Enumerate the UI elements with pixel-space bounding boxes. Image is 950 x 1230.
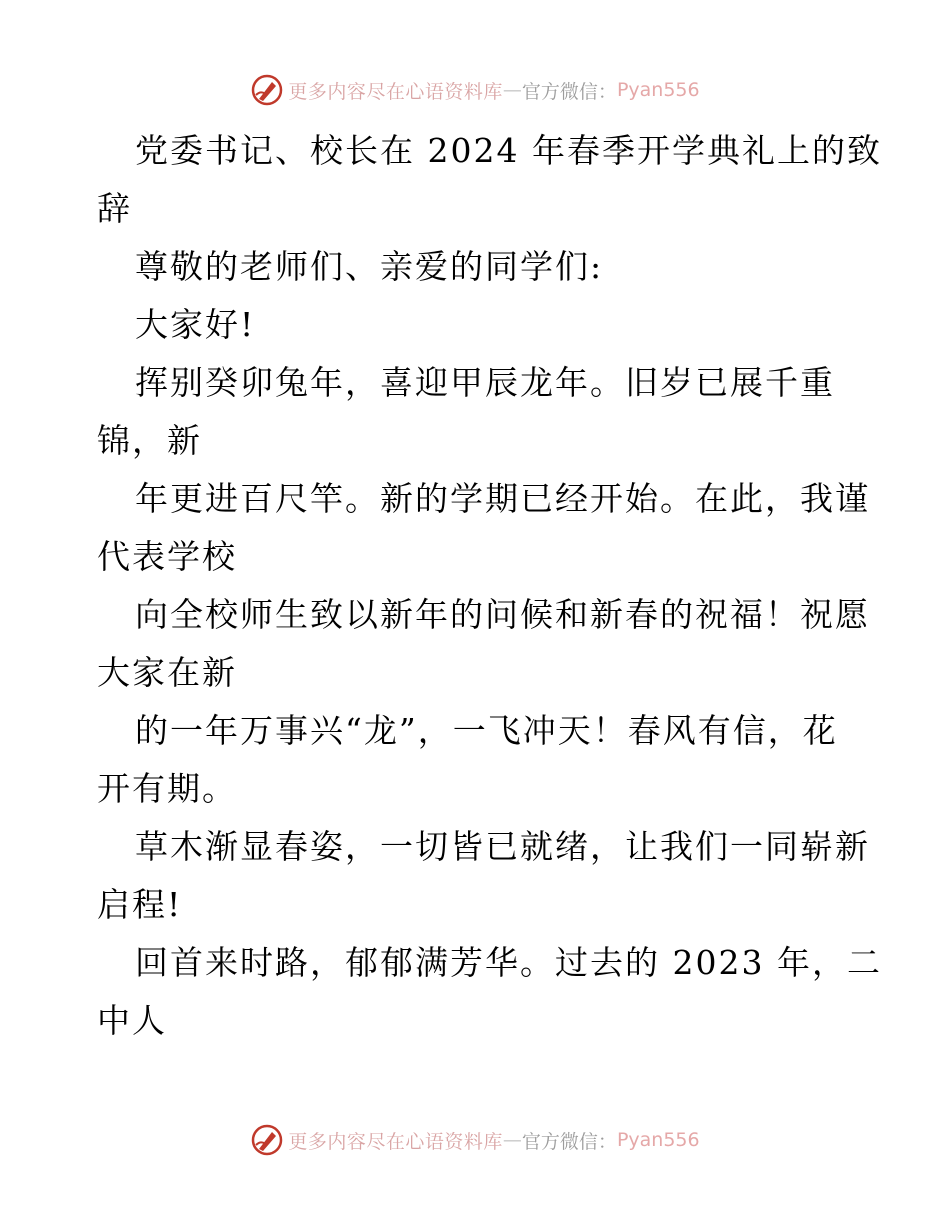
paragraph-line: 开有期。	[97, 769, 237, 808]
paragraph-line: 向全校师生致以新年的问候和新春的祝福！祝愿	[135, 595, 870, 634]
greeting: 大家好!	[135, 305, 256, 344]
paragraph-line: 中人	[97, 1001, 167, 1040]
paragraph-line: 代表学校	[97, 537, 237, 576]
watermark-site-text: 更多内容尽在心语资料库	[288, 80, 503, 103]
paragraph-line: 启程!	[97, 885, 183, 924]
footer-watermark	[0, 1120, 950, 1160]
paragraph-line: 锦，新	[97, 421, 202, 460]
watermark-site-text: 更多内容尽在心语资料库	[288, 1130, 503, 1153]
document-title-cont: 辞	[97, 189, 132, 228]
pen-nib-logo-icon	[250, 73, 284, 107]
paragraph-line: 挥别癸卯兔年，喜迎甲辰龙年。旧岁已展千重	[135, 363, 835, 402]
paragraph-line: 大家在新	[97, 653, 237, 692]
watermark-dash: —	[502, 1129, 522, 1151]
watermark-wechat-label: 官方微信：	[521, 1130, 617, 1153]
document-body	[97, 122, 882, 1050]
paragraph-line: 草木渐显春姿，一切皆已就绪，让我们一同崭新	[135, 827, 870, 866]
pen-nib-logo-icon	[250, 1123, 284, 1157]
paragraph-line: 年更进百尺竿。新的学期已经开始。在此，我谨	[135, 479, 870, 518]
salutation: 尊敬的老师们、亲爱的同学们:	[135, 247, 604, 286]
watermark-wechat-id: Pyan556	[616, 79, 700, 101]
watermark-wechat-label: 官方微信：	[521, 80, 617, 103]
watermark-dash: —	[502, 79, 522, 101]
paragraph-line: 回首来时路，郁郁满芳华。过去的 2023 年，二	[135, 943, 882, 982]
document-title: 党委书记、校长在 2024 年春季开学典礼上的致	[135, 131, 882, 170]
watermark-wechat-id: Pyan556	[616, 1129, 700, 1151]
paragraph-line: 的一年万事兴“龙”，一飞冲天！春风有信，花	[135, 711, 838, 750]
header-watermark	[0, 70, 950, 110]
